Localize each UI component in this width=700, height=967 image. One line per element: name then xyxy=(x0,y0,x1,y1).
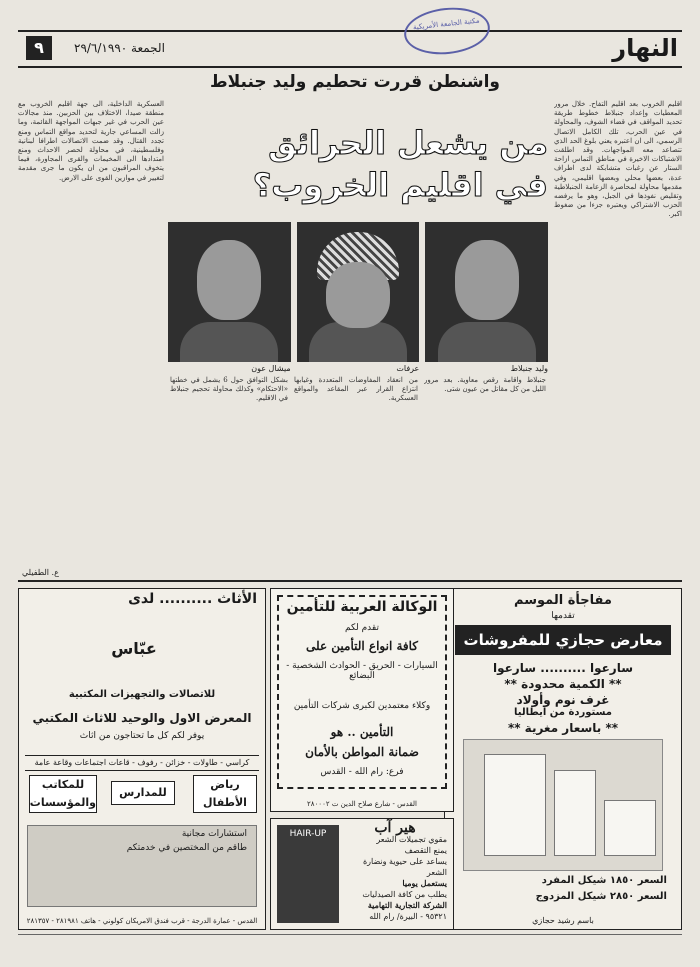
ad-abbas-office xyxy=(18,588,266,930)
ad-bedroom: غرف نوم وأولاد xyxy=(516,693,610,707)
ad-office-sub: يوفر لكم كل ما تحتاجون من اثاث xyxy=(79,731,205,741)
ad-tagline: مفاجأة الموسم xyxy=(514,593,612,608)
ad-box-schools: للمدارس xyxy=(111,781,175,805)
ad-box-kindergarten: رياض الأطفال xyxy=(193,775,257,813)
article-kicker: واشنطن قررت تحطيم وليد جنبلاط xyxy=(209,72,500,92)
page-bottom-rule xyxy=(18,934,682,935)
ad-office-tag: للاتصالات والتجهيزات المكتبية xyxy=(68,689,216,700)
issue-date: الجمعة ٢٩/٦/١٩٩٠ xyxy=(74,41,165,55)
ad-hair-usage: يستعمل يوميا xyxy=(402,878,447,888)
ad-price-single: السعر ١٨٥٠ شيكل المفرد xyxy=(541,875,667,886)
ad-presents: تقدمها xyxy=(551,611,575,621)
ad-guarantee: ضمانة المواطن بالأمان xyxy=(305,745,419,759)
ad-store-name: معارض حجازي للمفروشات xyxy=(455,625,671,655)
ad-office-logo: عبّاس xyxy=(111,639,157,658)
article-column-right: اقليم الخروب بعد اقليم التفاح. خلال مرور المعطيات وإعداد جنبلاط خطوط طريقة تحديد المواقف في قضاء الشوف، والمحاولة في عين الحرب، تلك الكامل الاتصال الرسمي، الى ان اعتبره يعني بلوغ الحد الذي تتصاعد معه المواجهات. وقد اطلقت الاشتباكات الاخيرة في مناطق التماس ازاحة الستار عن رغبات متشابكة لدى اطراف عدة، بعضها محلي وبعضها اقليمي، وفي مقدمها محاولة لمحاصرة الزعامة الجنبلاطية وتقليص نفوذها في الجبل، وهو ما يرفضه الحزب الاشتراكي ويعتبره جزءا من ضغوط اكبر. xyxy=(554,100,682,219)
ad-agency-name: الوكالة العربية للتأمين xyxy=(286,599,438,615)
ad-hurry: سارعوا .......... سارعوا xyxy=(492,661,634,675)
photo-arafat xyxy=(297,222,420,362)
ad-price-double: السعر ٢٨٥٠ شيكل المزدوج xyxy=(535,891,667,902)
ad-hair-line-3: يساعد على حيوية ونضارة الشعر xyxy=(362,857,447,877)
headline-line-2: في اقليم الخروب؟ xyxy=(252,166,548,204)
ad-office-exhibit: المعرض الاول والوحيد للاثاث المكتبي xyxy=(32,711,252,725)
ad-hair-line-2: يمنع التقصف xyxy=(404,846,447,855)
ad-agent: وكلاء معتمدين لكبرى شركات التأمين xyxy=(293,701,431,711)
headline-line-1: من يشعل الحرائق xyxy=(268,124,548,162)
photo-strip xyxy=(168,222,548,362)
article-headline xyxy=(168,122,548,212)
article-column-mid-1: جنبلاط واقامة رقص معاوية. بعد مرور الليل من كل مقاتل من عيون شتى. xyxy=(424,376,546,394)
newspaper-brand: النهار xyxy=(612,34,678,62)
ad-services: السيارات - الحريق - الحوادث الشخصية - البضائع xyxy=(286,661,438,681)
caption-aoun: ميشال عون xyxy=(251,364,291,373)
ad-offer: تقدم لكم xyxy=(345,623,379,633)
ad-address: القدس - شارع صلاح الدين ت ٢٨٠٠٠٢ xyxy=(307,800,417,808)
photo-jumblatt xyxy=(425,222,548,362)
ad-office-footer: القدس - عمارة الدرجة - قرب فندق الامريكان كولوني - هاتف ٢٨١٩٨١ - ٢٨١٣٥٧ xyxy=(26,917,258,925)
ad-hair-line-1: مقوي تجميلات الشعر xyxy=(376,835,447,844)
ad-types: كافة انواع التأمين على xyxy=(305,639,419,653)
ad-office-items: كراسي - طاولات - خزائن - رفوف - قاعات اجتماعات وقاعة عامة xyxy=(25,755,259,771)
ad-office-experts: طاقم من المختصين في خدمتكم xyxy=(126,843,247,853)
ad-product-label: HAIR-UP xyxy=(289,829,327,839)
caption-arafat: عرفات xyxy=(396,364,420,373)
ad-hair-up xyxy=(270,818,454,930)
ads-divider xyxy=(18,580,682,582)
ad-prices: ** باسعار مغرية ** xyxy=(507,721,619,735)
masthead xyxy=(18,30,682,68)
ad-limited: ** الكمية محدودة ** xyxy=(504,677,622,691)
article-column-left: العسكرية الداخلية، الى جهة اقليم الخروب مع منطقة صيدا، الاختلاف بين الحزبين. منذ مجالات عين الحرب في غير جبهات المواجهة القائمة، وما زالت المساعي جارية لتحديد مواقع التماس ومنع تجدد القتال. وقد ضمت الاتصالات اطرافا لبنانية وفلسطينية، في محاولة لحصر الاحداث ومنع امتدادها الى المخيمات والقرى المجاورة، فيما يتخوف المراقبون من ان يكون ما جرى مقدمة لتغيير في موازين القوى على الارض. xyxy=(18,100,164,182)
ad-footer: باسم رشيد حجازي xyxy=(532,916,594,925)
ad-hair-distributor: الشركة التجارية التهامية xyxy=(367,900,447,910)
ad-imported: مستوردة من ايطاليا xyxy=(514,707,612,718)
photo-captions xyxy=(168,364,548,373)
page-number: ٩ xyxy=(26,36,52,60)
article-column-mid-3: بشكل التوافق حول 6 يشمل في خطتها «الاحتكام» وكذلك محاولة تحجيم جنبلاط في الاقليم. xyxy=(170,376,288,403)
ad-bedroom-photo xyxy=(463,739,663,871)
ad-hair-brand: هير آب xyxy=(374,820,416,836)
article-column-mid-2: من انعقاد المفاوضات المتعددة وغيابها انتزاع القرار عبر المقاعد والمواقع العسكرية. xyxy=(294,376,418,403)
ad-office-top: الأثاث .......... لدى xyxy=(128,591,257,607)
ad-hijazi-furniture xyxy=(444,588,682,930)
ad-hair-phone: ٩٥٣٢١ - البيرة/ رام الله xyxy=(369,912,447,921)
photo-aoun xyxy=(168,222,291,362)
ad-arab-insurance xyxy=(270,588,454,812)
ad-office-free: استشارات مجانية xyxy=(181,829,247,839)
ad-product-image xyxy=(277,825,339,923)
ad-slogan: التأمين .. هو xyxy=(330,725,394,739)
article-signature: ع. الطفيلي xyxy=(22,568,59,577)
ad-box-offices: للمكاتب والمؤسسات xyxy=(29,775,97,813)
ad-hair-sold: يطلب من كافة الصيدليات xyxy=(362,890,447,899)
ad-branch: فرع: رام الله - القدس xyxy=(320,767,404,777)
caption-jumblatt: وليد جنبلاط xyxy=(510,364,548,373)
library-stamp: مكتبة الجامعة الأمريكية xyxy=(402,4,492,59)
